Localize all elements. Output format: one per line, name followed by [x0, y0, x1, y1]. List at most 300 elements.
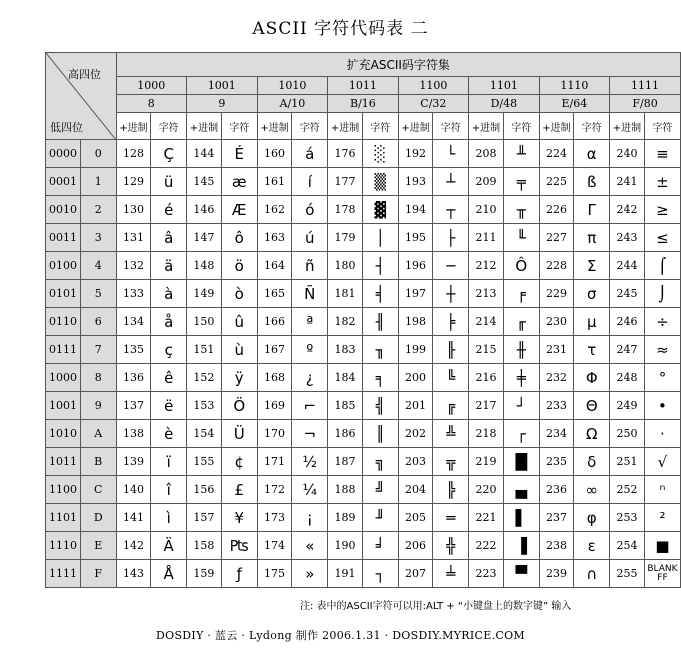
char-cell: ¥: [221, 504, 257, 532]
footnote: 注: 表中的ASCII字符可以用:ALT + “小键盘上的数字键” 输入: [300, 601, 572, 612]
code-cell: 172: [257, 476, 292, 504]
code-cell: 219: [469, 448, 504, 476]
char-cell: ╙: [503, 224, 539, 252]
code-cell: 164: [257, 252, 292, 280]
char-cell: í: [292, 168, 328, 196]
high-value-6: E/64: [539, 95, 610, 113]
low-bits-cell: 0111: [46, 336, 81, 364]
high-value-1: 9: [187, 95, 258, 113]
char-cell: ╠: [433, 476, 469, 504]
char-col-header: 字符: [433, 113, 469, 140]
code-cell: 154: [187, 420, 222, 448]
low-bits-cell: 0010: [46, 196, 81, 224]
code-cell: 240: [610, 140, 645, 168]
high-bits-7: 1111: [610, 77, 681, 95]
code-cell: 140: [116, 476, 151, 504]
code-cell: 145: [187, 168, 222, 196]
char-cell: ß: [574, 168, 610, 196]
code-cell: 171: [257, 448, 292, 476]
char-cell: ┴: [433, 168, 469, 196]
char-col-header: 字符: [644, 113, 680, 140]
low-bits-cell: 0100: [46, 252, 81, 280]
code-cell: 169: [257, 392, 292, 420]
char-cell: ∩: [574, 560, 610, 588]
char-cell: Φ: [574, 364, 610, 392]
char-cell: φ: [574, 504, 610, 532]
table-row: [46, 420, 681, 448]
code-cell: 170: [257, 420, 292, 448]
code-cell: 136: [116, 364, 151, 392]
high-bits-3: 1011: [328, 77, 398, 95]
code-cell: 187: [328, 448, 363, 476]
char-cell: å: [151, 308, 187, 336]
high-bits-2: 1010: [257, 77, 328, 95]
table-row: [46, 336, 681, 364]
char-cell: î: [151, 476, 187, 504]
char-cell: δ: [574, 448, 610, 476]
code-cell: 130: [116, 196, 151, 224]
char-cell: ─: [433, 252, 469, 280]
code-cell: 216: [469, 364, 504, 392]
char-cell: Ñ: [292, 280, 328, 308]
code-cell: 248: [610, 364, 645, 392]
corner-cell: [46, 53, 117, 140]
char-cell: ⌡: [644, 280, 680, 308]
high-value-0: 8: [116, 95, 186, 113]
code-cell: 132: [116, 252, 151, 280]
char-cell: ü: [151, 168, 187, 196]
char-cell: Ô: [503, 252, 539, 280]
low-bits-cell: 1111: [46, 560, 81, 588]
code-cell: 207: [398, 560, 433, 588]
char-cell: ├: [433, 224, 469, 252]
table-row: [46, 504, 681, 532]
char-cell: ≡: [644, 140, 680, 168]
low-hex-cell: 2: [80, 196, 116, 224]
char-cell: ╣: [362, 392, 398, 420]
code-cell: 224: [539, 140, 574, 168]
low-bits-cell: 1010: [46, 420, 81, 448]
high-bits-label: 高四位: [68, 68, 101, 81]
char-cell: á: [292, 140, 328, 168]
code-cell: 128: [116, 140, 151, 168]
char-cell: ║: [362, 420, 398, 448]
code-cell: 217: [469, 392, 504, 420]
code-cell: 208: [469, 140, 504, 168]
code-cell: 255: [610, 560, 645, 588]
char-cell: ï: [151, 448, 187, 476]
char-cell: └: [433, 140, 469, 168]
char-cell: ┌: [503, 420, 539, 448]
low-bits-cell: 1101: [46, 504, 81, 532]
char-cell: ╓: [503, 308, 539, 336]
code-cell: 236: [539, 476, 574, 504]
code-cell: 202: [398, 420, 433, 448]
code-cell: 159: [187, 560, 222, 588]
code-cell: 183: [328, 336, 363, 364]
char-cell: Å: [151, 560, 187, 588]
code-cell: 227: [539, 224, 574, 252]
code-cell: 229: [539, 280, 574, 308]
char-cell: ▓: [362, 196, 398, 224]
high-value-7: F/80: [610, 95, 681, 113]
char-cell: ╤: [503, 168, 539, 196]
code-cell: 203: [398, 448, 433, 476]
high-bits-6: 1110: [539, 77, 610, 95]
char-cell: Θ: [574, 392, 610, 420]
table-row: [46, 308, 681, 336]
char-cell: ε: [574, 532, 610, 560]
low-hex-cell: 0: [80, 140, 116, 168]
decimal-col-header: +进制: [610, 113, 645, 140]
char-cell: ╫: [503, 336, 539, 364]
char-cell: à: [151, 280, 187, 308]
char-cell: ╚: [433, 364, 469, 392]
code-cell: 177: [328, 168, 363, 196]
code-cell: 249: [610, 392, 645, 420]
char-cell: ╦: [433, 448, 469, 476]
code-cell: 147: [187, 224, 222, 252]
char-cell: ½: [292, 448, 328, 476]
char-cell: º: [292, 336, 328, 364]
code-cell: 190: [328, 532, 363, 560]
code-cell: 215: [469, 336, 504, 364]
char-cell: π: [574, 224, 610, 252]
char-cell: ╕: [362, 364, 398, 392]
code-cell: 148: [187, 252, 222, 280]
low-hex-cell: E: [80, 532, 116, 560]
code-cell: 178: [328, 196, 363, 224]
extended-charset-header: 扩充ASCII码字符集: [116, 53, 680, 77]
code-cell: 234: [539, 420, 574, 448]
code-cell: 199: [398, 336, 433, 364]
char-cell: ╥: [503, 196, 539, 224]
table-row: [46, 280, 681, 308]
char-cell: Ä: [151, 532, 187, 560]
code-cell: 213: [469, 280, 504, 308]
char-cell: ç: [151, 336, 187, 364]
char-cell: ╡: [362, 280, 398, 308]
code-cell: 191: [328, 560, 363, 588]
char-cell: ╔: [433, 392, 469, 420]
code-cell: 231: [539, 336, 574, 364]
code-cell: 161: [257, 168, 292, 196]
char-cell: ò: [221, 280, 257, 308]
char-cell: ╛: [362, 532, 398, 560]
code-cell: 162: [257, 196, 292, 224]
table-row: [46, 364, 681, 392]
decimal-col-header: +进制: [187, 113, 222, 140]
high-value-4: C/32: [398, 95, 468, 113]
code-cell: 210: [469, 196, 504, 224]
page-title: ASCII 字符代码表 二: [252, 19, 429, 39]
code-cell: 239: [539, 560, 574, 588]
code-cell: 160: [257, 140, 292, 168]
high-bits-0: 1000: [116, 77, 186, 95]
code-cell: 184: [328, 364, 363, 392]
code-cell: 218: [469, 420, 504, 448]
char-cell: Ü: [221, 420, 257, 448]
char-cell: ¼: [292, 476, 328, 504]
char-cell: ╩: [433, 420, 469, 448]
char-cell: ┤: [362, 252, 398, 280]
code-cell: 211: [469, 224, 504, 252]
char-cell: α: [574, 140, 610, 168]
code-cell: 165: [257, 280, 292, 308]
char-cell: ≥: [644, 196, 680, 224]
code-cell: 252: [610, 476, 645, 504]
char-cell: ▐: [503, 532, 539, 560]
code-cell: 212: [469, 252, 504, 280]
char-cell: ±: [644, 168, 680, 196]
code-cell: 206: [398, 532, 433, 560]
high-bits-5: 1101: [469, 77, 539, 95]
code-cell: 241: [610, 168, 645, 196]
code-cell: 214: [469, 308, 504, 336]
char-cell: ╨: [503, 140, 539, 168]
low-hex-cell: 4: [80, 252, 116, 280]
code-cell: 185: [328, 392, 363, 420]
char-cell: ª: [292, 308, 328, 336]
high-value-3: B/16: [328, 95, 398, 113]
code-cell: 228: [539, 252, 574, 280]
char-cell: Ω: [574, 420, 610, 448]
char-col-header: 字符: [221, 113, 257, 140]
low-bits-cell: 0110: [46, 308, 81, 336]
char-cell: ╬: [433, 532, 469, 560]
high-bits-4: 1100: [398, 77, 468, 95]
code-cell: 195: [398, 224, 433, 252]
char-col-header: 字符: [151, 113, 187, 140]
char-cell: è: [151, 420, 187, 448]
char-cell: ⁿ: [644, 476, 680, 504]
low-bits-cell: 0001: [46, 168, 81, 196]
code-cell: 163: [257, 224, 292, 252]
code-cell: 253: [610, 504, 645, 532]
code-cell: 133: [116, 280, 151, 308]
code-cell: 243: [610, 224, 645, 252]
char-cell: é: [151, 196, 187, 224]
code-cell: 144: [187, 140, 222, 168]
char-cell: ñ: [292, 252, 328, 280]
char-cell: ╞: [433, 308, 469, 336]
code-cell: 179: [328, 224, 363, 252]
char-cell: ┐: [362, 560, 398, 588]
low-hex-cell: 1: [80, 168, 116, 196]
char-cell: ╗: [362, 448, 398, 476]
char-cell: ░: [362, 140, 398, 168]
char-cell: BLANK FF: [644, 560, 680, 588]
char-cell: £: [221, 476, 257, 504]
low-hex-cell: 8: [80, 364, 116, 392]
code-cell: 173: [257, 504, 292, 532]
char-cell: Æ: [221, 196, 257, 224]
char-cell: τ: [574, 336, 610, 364]
decimal-col-header: +进制: [398, 113, 433, 140]
code-cell: 197: [398, 280, 433, 308]
code-cell: 188: [328, 476, 363, 504]
table-row: [46, 392, 681, 420]
char-cell: ■: [644, 532, 680, 560]
code-cell: 238: [539, 532, 574, 560]
code-cell: 209: [469, 168, 504, 196]
char-cell: ╪: [503, 364, 539, 392]
code-cell: 176: [328, 140, 363, 168]
char-cell: √: [644, 448, 680, 476]
table-row: [46, 168, 681, 196]
char-cell: û: [221, 308, 257, 336]
code-cell: 181: [328, 280, 363, 308]
char-cell: ═: [433, 504, 469, 532]
low-hex-cell: D: [80, 504, 116, 532]
code-cell: 204: [398, 476, 433, 504]
code-cell: 182: [328, 308, 363, 336]
char-cell: ²: [644, 504, 680, 532]
low-bits-cell: 0000: [46, 140, 81, 168]
low-bits-cell: 1000: [46, 364, 81, 392]
char-cell: ▄: [503, 476, 539, 504]
code-cell: 152: [187, 364, 222, 392]
decimal-col-header: +进制: [469, 113, 504, 140]
char-cell: ÿ: [221, 364, 257, 392]
code-cell: 196: [398, 252, 433, 280]
low-hex-cell: C: [80, 476, 116, 504]
low-bits-cell: 1001: [46, 392, 81, 420]
char-cell: ó: [292, 196, 328, 224]
code-cell: 143: [116, 560, 151, 588]
code-cell: 150: [187, 308, 222, 336]
char-cell: σ: [574, 280, 610, 308]
char-cell: █: [503, 448, 539, 476]
code-cell: 168: [257, 364, 292, 392]
table-row: [46, 252, 681, 280]
char-cell: ¿: [292, 364, 328, 392]
low-hex-cell: B: [80, 448, 116, 476]
code-cell: 251: [610, 448, 645, 476]
char-cell: æ: [221, 168, 257, 196]
char-cell: ₧: [221, 532, 257, 560]
char-cell: ╟: [433, 336, 469, 364]
low-hex-cell: 5: [80, 280, 116, 308]
code-cell: 137: [116, 392, 151, 420]
char-cell: μ: [574, 308, 610, 336]
char-cell: ▒: [362, 168, 398, 196]
code-cell: 155: [187, 448, 222, 476]
code-cell: 250: [610, 420, 645, 448]
code-cell: 166: [257, 308, 292, 336]
low-bits-cell: 1110: [46, 532, 81, 560]
code-cell: 142: [116, 532, 151, 560]
code-cell: 129: [116, 168, 151, 196]
decimal-col-header: +进制: [257, 113, 292, 140]
code-cell: 180: [328, 252, 363, 280]
low-hex-cell: A: [80, 420, 116, 448]
code-cell: 198: [398, 308, 433, 336]
char-col-header: 字符: [503, 113, 539, 140]
char-cell: ▀: [503, 560, 539, 588]
low-bits-cell: 0011: [46, 224, 81, 252]
char-cell: ┘: [503, 392, 539, 420]
code-cell: 225: [539, 168, 574, 196]
char-cell: ê: [151, 364, 187, 392]
table-row: [46, 476, 681, 504]
char-cell: ∞: [574, 476, 610, 504]
char-cell: «: [292, 532, 328, 560]
char-cell: ╝: [362, 476, 398, 504]
char-cell: Ö: [221, 392, 257, 420]
char-cell: »: [292, 560, 328, 588]
high-value-5: D/48: [469, 95, 539, 113]
char-cell: •: [644, 392, 680, 420]
code-cell: 157: [187, 504, 222, 532]
code-cell: 186: [328, 420, 363, 448]
code-cell: 254: [610, 532, 645, 560]
table-row: [46, 196, 681, 224]
low-bits-cell: 1100: [46, 476, 81, 504]
char-cell: ≤: [644, 224, 680, 252]
code-cell: 232: [539, 364, 574, 392]
char-cell: ·: [644, 420, 680, 448]
decimal-col-header: +进制: [328, 113, 363, 140]
low-hex-cell: 9: [80, 392, 116, 420]
code-cell: 174: [257, 532, 292, 560]
char-cell: ≈: [644, 336, 680, 364]
code-cell: 230: [539, 308, 574, 336]
char-cell: ¬: [292, 420, 328, 448]
char-cell: ¡: [292, 504, 328, 532]
low-bits-cell: 0101: [46, 280, 81, 308]
char-cell: ú: [292, 224, 328, 252]
high-value-2: A/10: [257, 95, 328, 113]
code-cell: 194: [398, 196, 433, 224]
char-cell: ╧: [433, 560, 469, 588]
code-cell: 242: [610, 196, 645, 224]
low-hex-cell: 6: [80, 308, 116, 336]
char-cell: ƒ: [221, 560, 257, 588]
code-cell: 205: [398, 504, 433, 532]
char-cell: ö: [221, 252, 257, 280]
code-cell: 220: [469, 476, 504, 504]
code-cell: 189: [328, 504, 363, 532]
char-col-header: 字符: [574, 113, 610, 140]
code-cell: 237: [539, 504, 574, 532]
code-cell: 246: [610, 308, 645, 336]
code-cell: 244: [610, 252, 645, 280]
code-cell: 146: [187, 196, 222, 224]
char-cell: °: [644, 364, 680, 392]
char-cell: ë: [151, 392, 187, 420]
char-cell: ⌠: [644, 252, 680, 280]
decimal-col-header: +进制: [539, 113, 574, 140]
code-cell: 139: [116, 448, 151, 476]
code-cell: 192: [398, 140, 433, 168]
code-cell: 135: [116, 336, 151, 364]
char-cell: ÷: [644, 308, 680, 336]
char-cell: │: [362, 224, 398, 252]
char-cell: â: [151, 224, 187, 252]
char-cell: ╢: [362, 308, 398, 336]
low-hex-cell: 3: [80, 224, 116, 252]
high-bits-1: 1001: [187, 77, 258, 95]
char-col-header: 字符: [292, 113, 328, 140]
code-cell: 156: [187, 476, 222, 504]
code-cell: 222: [469, 532, 504, 560]
credit-line: DOSDIY · 蓝云 · Lydong 制作 2006.1.31 · DOSDIY.MYRICE.COM: [156, 629, 525, 642]
code-cell: 221: [469, 504, 504, 532]
table-row: [46, 532, 681, 560]
code-cell: 138: [116, 420, 151, 448]
char-cell: ù: [221, 336, 257, 364]
